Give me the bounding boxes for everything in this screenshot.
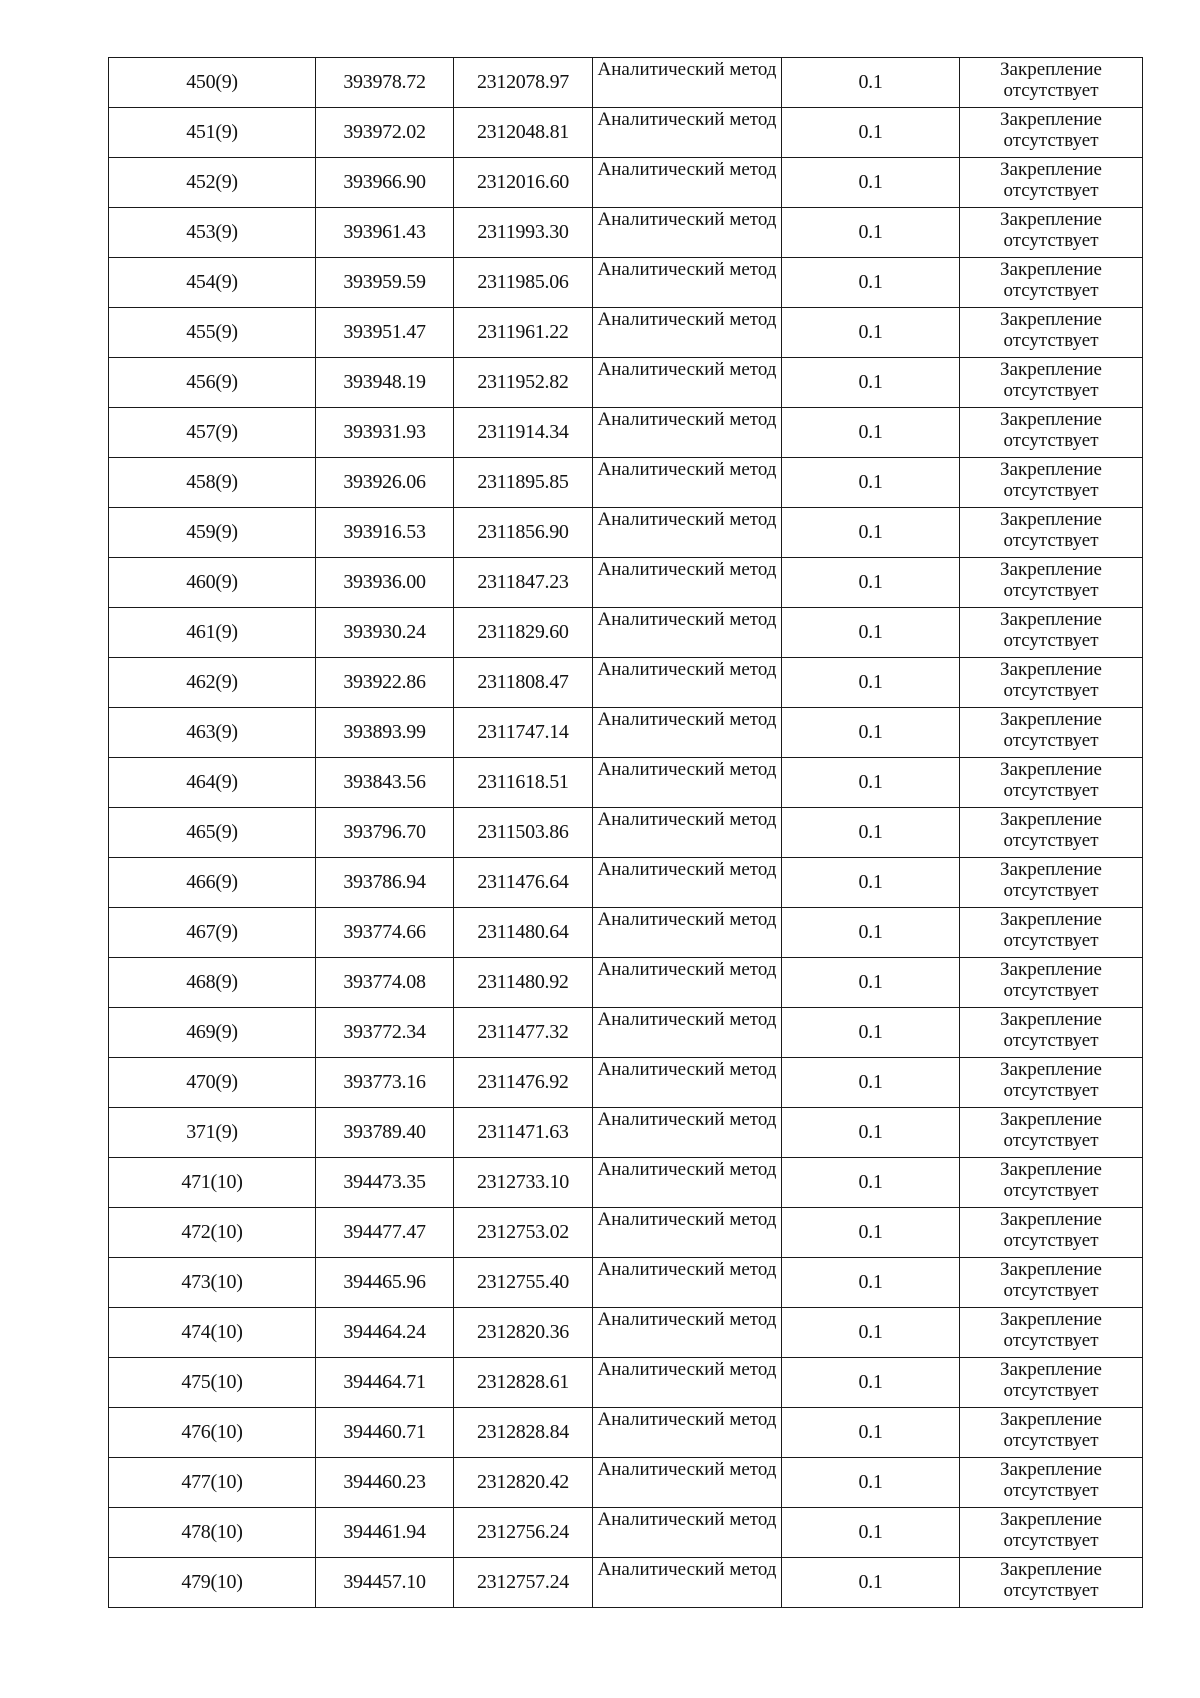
cell-method: Аналитический метод xyxy=(593,1158,782,1208)
cell-accuracy: 0.1 xyxy=(782,58,960,108)
cell-accuracy: 0.1 xyxy=(782,258,960,308)
cell-x-coordinate: 393951.47 xyxy=(316,308,454,358)
cell-x-coordinate: 394457.10 xyxy=(316,1558,454,1608)
table-row xyxy=(109,708,1143,758)
cell-y-coordinate: 2311895.85 xyxy=(454,458,593,508)
cell-y-coordinate: 2311747.14 xyxy=(454,708,593,758)
table-row xyxy=(109,358,1143,408)
cell-y-coordinate: 2311993.30 xyxy=(454,208,593,258)
cell-point-number: 473(10) xyxy=(109,1258,316,1308)
cell-point-number: 466(9) xyxy=(109,858,316,908)
table-row xyxy=(109,58,1143,108)
cell-fixation: Закрепление отсутствует xyxy=(960,808,1143,858)
cell-accuracy: 0.1 xyxy=(782,958,960,1008)
cell-fixation: Закрепление отсутствует xyxy=(960,158,1143,208)
cell-accuracy: 0.1 xyxy=(782,108,960,158)
table-row xyxy=(109,258,1143,308)
cell-y-coordinate: 2311471.63 xyxy=(454,1108,593,1158)
cell-method: Аналитический метод xyxy=(593,1208,782,1258)
cell-point-number: 471(10) xyxy=(109,1158,316,1208)
cell-y-coordinate: 2312078.97 xyxy=(454,58,593,108)
cell-accuracy: 0.1 xyxy=(782,1458,960,1508)
cell-accuracy: 0.1 xyxy=(782,1508,960,1558)
cell-method: Аналитический метод xyxy=(593,608,782,658)
cell-point-number: 472(10) xyxy=(109,1208,316,1258)
cell-accuracy: 0.1 xyxy=(782,1358,960,1408)
cell-fixation: Закрепление отсутствует xyxy=(960,508,1143,558)
cell-point-number: 478(10) xyxy=(109,1508,316,1558)
cell-point-number: 474(10) xyxy=(109,1308,316,1358)
cell-accuracy: 0.1 xyxy=(782,1258,960,1308)
cell-x-coordinate: 394460.23 xyxy=(316,1458,454,1508)
cell-y-coordinate: 2311480.92 xyxy=(454,958,593,1008)
cell-method: Аналитический метод xyxy=(593,808,782,858)
cell-fixation: Закрепление отсутствует xyxy=(960,408,1143,458)
cell-point-number: 475(10) xyxy=(109,1358,316,1408)
cell-fixation: Закрепление отсутствует xyxy=(960,1108,1143,1158)
cell-method: Аналитический метод xyxy=(593,58,782,108)
cell-accuracy: 0.1 xyxy=(782,608,960,658)
cell-fixation: Закрепление отсутствует xyxy=(960,758,1143,808)
cell-y-coordinate: 2311952.82 xyxy=(454,358,593,408)
cell-y-coordinate: 2312828.84 xyxy=(454,1408,593,1458)
table-row xyxy=(109,658,1143,708)
cell-x-coordinate: 394461.94 xyxy=(316,1508,454,1558)
cell-accuracy: 0.1 xyxy=(782,858,960,908)
cell-fixation: Закрепление отсутствует xyxy=(960,1258,1143,1308)
cell-point-number: 457(9) xyxy=(109,408,316,458)
cell-method: Аналитический метод xyxy=(593,1108,782,1158)
cell-method: Аналитический метод xyxy=(593,1008,782,1058)
cell-method: Аналитический метод xyxy=(593,208,782,258)
table-row xyxy=(109,1358,1143,1408)
cell-fixation: Закрепление отсутствует xyxy=(960,258,1143,308)
cell-point-number: 470(9) xyxy=(109,1058,316,1108)
cell-fixation: Закрепление отсутствует xyxy=(960,1408,1143,1458)
cell-method: Аналитический метод xyxy=(593,358,782,408)
cell-method: Аналитический метод xyxy=(593,958,782,1008)
cell-fixation: Закрепление отсутствует xyxy=(960,108,1143,158)
cell-point-number: 456(9) xyxy=(109,358,316,408)
cell-method: Аналитический метод xyxy=(593,1308,782,1358)
cell-fixation: Закрепление отсутствует xyxy=(960,1358,1143,1408)
cell-method: Аналитический метод xyxy=(593,108,782,158)
coordinates-table xyxy=(108,57,1143,1608)
cell-y-coordinate: 2312048.81 xyxy=(454,108,593,158)
cell-fixation: Закрепление отсутствует xyxy=(960,908,1143,958)
cell-x-coordinate: 393966.90 xyxy=(316,158,454,208)
cell-y-coordinate: 2312756.24 xyxy=(454,1508,593,1558)
cell-x-coordinate: 394473.35 xyxy=(316,1158,454,1208)
cell-x-coordinate: 393936.00 xyxy=(316,558,454,608)
cell-point-number: 462(9) xyxy=(109,658,316,708)
cell-y-coordinate: 2312016.60 xyxy=(454,158,593,208)
cell-accuracy: 0.1 xyxy=(782,1158,960,1208)
coordinates-table-body xyxy=(109,58,1143,1608)
cell-point-number: 452(9) xyxy=(109,158,316,208)
cell-fixation: Закрепление отсутствует xyxy=(960,1308,1143,1358)
cell-accuracy: 0.1 xyxy=(782,1058,960,1108)
cell-accuracy: 0.1 xyxy=(782,508,960,558)
table-row xyxy=(109,1208,1143,1258)
cell-x-coordinate: 393789.40 xyxy=(316,1108,454,1158)
cell-accuracy: 0.1 xyxy=(782,658,960,708)
cell-method: Аналитический метод xyxy=(593,1408,782,1458)
cell-accuracy: 0.1 xyxy=(782,358,960,408)
cell-fixation: Закрепление отсутствует xyxy=(960,1158,1143,1208)
table-row xyxy=(109,1408,1143,1458)
cell-point-number: 465(9) xyxy=(109,808,316,858)
cell-fixation: Закрепление отсутствует xyxy=(960,1558,1143,1608)
cell-accuracy: 0.1 xyxy=(782,408,960,458)
cell-y-coordinate: 2311985.06 xyxy=(454,258,593,308)
cell-y-coordinate: 2311476.64 xyxy=(454,858,593,908)
cell-x-coordinate: 393774.08 xyxy=(316,958,454,1008)
cell-y-coordinate: 2312733.10 xyxy=(454,1158,593,1208)
cell-y-coordinate: 2311480.64 xyxy=(454,908,593,958)
table-row xyxy=(109,1058,1143,1108)
cell-y-coordinate: 2311503.86 xyxy=(454,808,593,858)
table-row xyxy=(109,808,1143,858)
cell-y-coordinate: 2311476.92 xyxy=(454,1058,593,1108)
cell-fixation: Закрепление отсутствует xyxy=(960,958,1143,1008)
table-row xyxy=(109,1258,1143,1308)
cell-x-coordinate: 393774.66 xyxy=(316,908,454,958)
cell-fixation: Закрепление отсутствует xyxy=(960,658,1143,708)
table-row xyxy=(109,458,1143,508)
cell-point-number: 461(9) xyxy=(109,608,316,658)
cell-method: Аналитический метод xyxy=(593,158,782,208)
cell-method: Аналитический метод xyxy=(593,258,782,308)
cell-method: Аналитический метод xyxy=(593,1558,782,1608)
cell-fixation: Закрепление отсутствует xyxy=(960,1058,1143,1108)
cell-accuracy: 0.1 xyxy=(782,1108,960,1158)
cell-y-coordinate: 2311961.22 xyxy=(454,308,593,358)
cell-x-coordinate: 393978.72 xyxy=(316,58,454,108)
cell-x-coordinate: 393926.06 xyxy=(316,458,454,508)
cell-point-number: 464(9) xyxy=(109,758,316,808)
cell-x-coordinate: 393916.53 xyxy=(316,508,454,558)
cell-x-coordinate: 393948.19 xyxy=(316,358,454,408)
table-row xyxy=(109,158,1143,208)
cell-x-coordinate: 393893.99 xyxy=(316,708,454,758)
cell-fixation: Закрепление отсутствует xyxy=(960,1458,1143,1508)
cell-method: Аналитический метод xyxy=(593,508,782,558)
cell-point-number: 463(9) xyxy=(109,708,316,758)
cell-y-coordinate: 2312828.61 xyxy=(454,1358,593,1408)
cell-x-coordinate: 394460.71 xyxy=(316,1408,454,1458)
cell-point-number: 477(10) xyxy=(109,1458,316,1508)
cell-y-coordinate: 2311477.32 xyxy=(454,1008,593,1058)
cell-accuracy: 0.1 xyxy=(782,1208,960,1258)
cell-point-number: 453(9) xyxy=(109,208,316,258)
table-row xyxy=(109,108,1143,158)
cell-point-number: 455(9) xyxy=(109,308,316,358)
cell-method: Аналитический метод xyxy=(593,1508,782,1558)
cell-fixation: Закрепление отсутствует xyxy=(960,1208,1143,1258)
cell-method: Аналитический метод xyxy=(593,458,782,508)
cell-fixation: Закрепление отсутствует xyxy=(960,458,1143,508)
cell-point-number: 450(9) xyxy=(109,58,316,108)
cell-x-coordinate: 393930.24 xyxy=(316,608,454,658)
table-row xyxy=(109,608,1143,658)
cell-x-coordinate: 394464.24 xyxy=(316,1308,454,1358)
cell-point-number: 467(9) xyxy=(109,908,316,958)
cell-fixation: Закрепление отсутствует xyxy=(960,708,1143,758)
cell-fixation: Закрепление отсутствует xyxy=(960,358,1143,408)
cell-y-coordinate: 2311829.60 xyxy=(454,608,593,658)
cell-fixation: Закрепление отсутствует xyxy=(960,208,1143,258)
cell-accuracy: 0.1 xyxy=(782,208,960,258)
cell-y-coordinate: 2312820.36 xyxy=(454,1308,593,1358)
cell-method: Аналитический метод xyxy=(593,1358,782,1408)
cell-x-coordinate: 393796.70 xyxy=(316,808,454,858)
cell-x-coordinate: 393972.02 xyxy=(316,108,454,158)
cell-point-number: 476(10) xyxy=(109,1408,316,1458)
cell-fixation: Закрепление отсутствует xyxy=(960,858,1143,908)
table-row xyxy=(109,1458,1143,1508)
cell-x-coordinate: 393843.56 xyxy=(316,758,454,808)
cell-accuracy: 0.1 xyxy=(782,908,960,958)
cell-x-coordinate: 393773.16 xyxy=(316,1058,454,1108)
cell-y-coordinate: 2311618.51 xyxy=(454,758,593,808)
cell-accuracy: 0.1 xyxy=(782,1408,960,1458)
cell-accuracy: 0.1 xyxy=(782,758,960,808)
cell-fixation: Закрепление отсутствует xyxy=(960,1008,1143,1058)
cell-x-coordinate: 394477.47 xyxy=(316,1208,454,1258)
table-row xyxy=(109,1308,1143,1358)
cell-point-number: 469(9) xyxy=(109,1008,316,1058)
cell-method: Аналитический метод xyxy=(593,1058,782,1108)
table-row xyxy=(109,1158,1143,1208)
cell-y-coordinate: 2312757.24 xyxy=(454,1558,593,1608)
cell-method: Аналитический метод xyxy=(593,1258,782,1308)
cell-method: Аналитический метод xyxy=(593,308,782,358)
table-row xyxy=(109,958,1143,1008)
cell-fixation: Закрепление отсутствует xyxy=(960,558,1143,608)
cell-method: Аналитический метод xyxy=(593,708,782,758)
table-row xyxy=(109,558,1143,608)
cell-point-number: 458(9) xyxy=(109,458,316,508)
cell-method: Аналитический метод xyxy=(593,658,782,708)
cell-method: Аналитический метод xyxy=(593,408,782,458)
cell-point-number: 468(9) xyxy=(109,958,316,1008)
cell-x-coordinate: 394465.96 xyxy=(316,1258,454,1308)
table-row xyxy=(109,908,1143,958)
cell-y-coordinate: 2311808.47 xyxy=(454,658,593,708)
cell-accuracy: 0.1 xyxy=(782,558,960,608)
table-row xyxy=(109,1008,1143,1058)
table-row xyxy=(109,1558,1143,1608)
cell-y-coordinate: 2312753.02 xyxy=(454,1208,593,1258)
cell-point-number: 371(9) xyxy=(109,1108,316,1158)
cell-x-coordinate: 393959.59 xyxy=(316,258,454,308)
cell-x-coordinate: 393772.34 xyxy=(316,1008,454,1058)
table-row xyxy=(109,1508,1143,1558)
cell-x-coordinate: 393961.43 xyxy=(316,208,454,258)
cell-accuracy: 0.1 xyxy=(782,1558,960,1608)
table-row xyxy=(109,758,1143,808)
cell-y-coordinate: 2311914.34 xyxy=(454,408,593,458)
cell-method: Аналитический метод xyxy=(593,908,782,958)
table-row xyxy=(109,408,1143,458)
cell-accuracy: 0.1 xyxy=(782,808,960,858)
cell-point-number: 460(9) xyxy=(109,558,316,608)
table-row xyxy=(109,508,1143,558)
cell-accuracy: 0.1 xyxy=(782,1308,960,1358)
table-row xyxy=(109,858,1143,908)
cell-y-coordinate: 2311856.90 xyxy=(454,508,593,558)
cell-fixation: Закрепление отсутствует xyxy=(960,58,1143,108)
cell-accuracy: 0.1 xyxy=(782,308,960,358)
cell-accuracy: 0.1 xyxy=(782,708,960,758)
cell-y-coordinate: 2312755.40 xyxy=(454,1258,593,1308)
table-row xyxy=(109,308,1143,358)
cell-accuracy: 0.1 xyxy=(782,458,960,508)
cell-x-coordinate: 393922.86 xyxy=(316,658,454,708)
cell-x-coordinate: 394464.71 xyxy=(316,1358,454,1408)
cell-point-number: 459(9) xyxy=(109,508,316,558)
cell-fixation: Закрепление отсутствует xyxy=(960,608,1143,658)
table-row xyxy=(109,208,1143,258)
cell-point-number: 454(9) xyxy=(109,258,316,308)
cell-method: Аналитический метод xyxy=(593,1458,782,1508)
cell-method: Аналитический метод xyxy=(593,858,782,908)
table-row xyxy=(109,1108,1143,1158)
cell-point-number: 479(10) xyxy=(109,1558,316,1608)
cell-method: Аналитический метод xyxy=(593,758,782,808)
cell-x-coordinate: 393931.93 xyxy=(316,408,454,458)
cell-accuracy: 0.1 xyxy=(782,158,960,208)
cell-point-number: 451(9) xyxy=(109,108,316,158)
cell-y-coordinate: 2311847.23 xyxy=(454,558,593,608)
cell-fixation: Закрепление отсутствует xyxy=(960,1508,1143,1558)
cell-y-coordinate: 2312820.42 xyxy=(454,1458,593,1508)
cell-method: Аналитический метод xyxy=(593,558,782,608)
cell-x-coordinate: 393786.94 xyxy=(316,858,454,908)
cell-accuracy: 0.1 xyxy=(782,1008,960,1058)
cell-fixation: Закрепление отсутствует xyxy=(960,308,1143,358)
